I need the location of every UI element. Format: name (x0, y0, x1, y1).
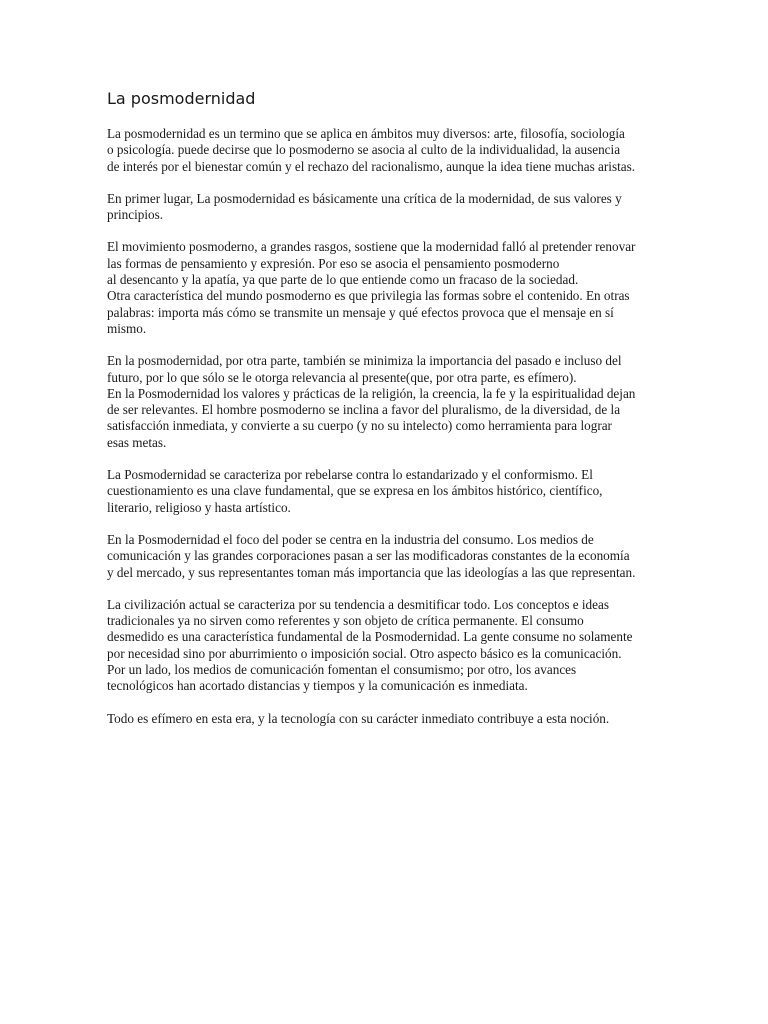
paragraph-line: La civilización actual se caracteriza por su tendencia a desmitificar todo. Los conceptos e ideas (107, 596, 609, 612)
paragraph (107, 126, 659, 175)
paragraph-line: por necesidad sino por aburrimiento o imposición social. Otro aspecto básico es la comunicación. (107, 645, 622, 661)
paragraph-line: El movimiento posmoderno, a grandes rasgos, sostiene que la modernidad falló al pretender renovar (107, 239, 636, 255)
paragraph-line: cuestionamiento es una clave fundamental, que se expresa en los ámbitos histórico, científico, (107, 483, 603, 499)
paragraph-line: tecnológicos han acortado distancias y tiempos y la comunicación es inmediata. (107, 678, 528, 694)
paragraph-line: o psicología. puede decirse que lo posmoderno se asocia al culto de la individualidad, la ausencia (107, 142, 621, 158)
paragraph-line: literario, religioso y hasta artístico. (107, 499, 291, 515)
paragraph-list (107, 126, 659, 727)
paragraph-line: y del mercado, y sus representantes toman más importancia que las ideologías a las que representan. (107, 564, 636, 580)
paragraph (107, 239, 659, 337)
paragraph-line: tradicionales ya no sirven como referentes y son objeto de crítica permanente. El consumo (107, 613, 584, 629)
paragraph-line: principios. (107, 207, 164, 223)
paragraph-line: En primer lugar, La posmodernidad es básicamente una crítica de la modernidad, de sus valores y (107, 190, 622, 206)
paragraph-line: esas metas. (107, 434, 167, 450)
paragraph-line: futuro, por lo que sólo se le otorga relevancia al presente(que, por otra parte, es efímero). (107, 369, 577, 385)
paragraph-line: Todo es efímero en esta era, y la tecnología con su carácter inmediato contribuye a esta noción. (107, 710, 610, 726)
paragraph-line: En la posmodernidad, por otra parte, también se minimiza la importancia del pasado e incluso del (107, 353, 622, 369)
paragraph (107, 467, 659, 516)
paragraph (107, 597, 659, 695)
document-content (107, 88, 659, 743)
paragraph (107, 353, 659, 451)
paragraph-line: al desencanto y la apatía, ya que parte de lo que entiende como un fracaso de la sociedad. (107, 272, 579, 288)
document-title: La posmodernidad (107, 89, 256, 108)
paragraph-line: mismo. (107, 320, 147, 336)
paragraph-line: Otra característica del mundo posmoderno es que privilegia las formas sobre el contenido. En otras (107, 288, 630, 304)
paragraph-line: de interés por el bienestar común y el rechazo del racionalismo, aunque la idea tiene muchas aristas. (107, 158, 636, 174)
paragraph-line: palabras: importa más cómo se transmite un mensaje y qué efectos provoca que el mensaje en sí (107, 304, 614, 320)
paragraph-line: La posmodernidad es un termino que se aplica en ámbitos muy diversos: arte, filosofía, sociología (107, 126, 625, 141)
paragraph-line: satisfacción inmediata, y convierte a su cuerpo (y no su intelecto) como herramienta para lograr (107, 418, 612, 434)
paragraph-line: desmedido es una característica fundamental de la Posmodernidad. La gente consume no solamente (107, 629, 633, 645)
paragraph-line: La Posmodernidad se caracteriza por rebelarse contra lo estandarizado y el conformismo. El (107, 467, 593, 483)
paragraph (107, 191, 659, 224)
paragraph-line: las formas de pensamiento y expresión. Por eso se asocia el pensamiento posmoderno (107, 255, 560, 271)
paragraph (107, 532, 659, 581)
paragraph-line: En la Posmodernidad los valores y prácticas de la religión, la creencia, la fe y la espiritualidad dejan (107, 385, 636, 401)
paragraph (107, 711, 659, 727)
paragraph-line: Por un lado, los medios de comunicación fomentan el consumismo; por otro, los avances (107, 662, 577, 678)
paragraph-line: de ser relevantes. El hombre posmoderno se inclina a favor del pluralismo, de la diversidad, de la (107, 402, 621, 418)
paragraph-line: En la Posmodernidad el foco del poder se centra en la industria del consumo. Los medios de (107, 531, 594, 547)
paragraph-line: comunicación y las grandes corporaciones pasan a ser las modificadoras constantes de la economía (107, 548, 630, 564)
